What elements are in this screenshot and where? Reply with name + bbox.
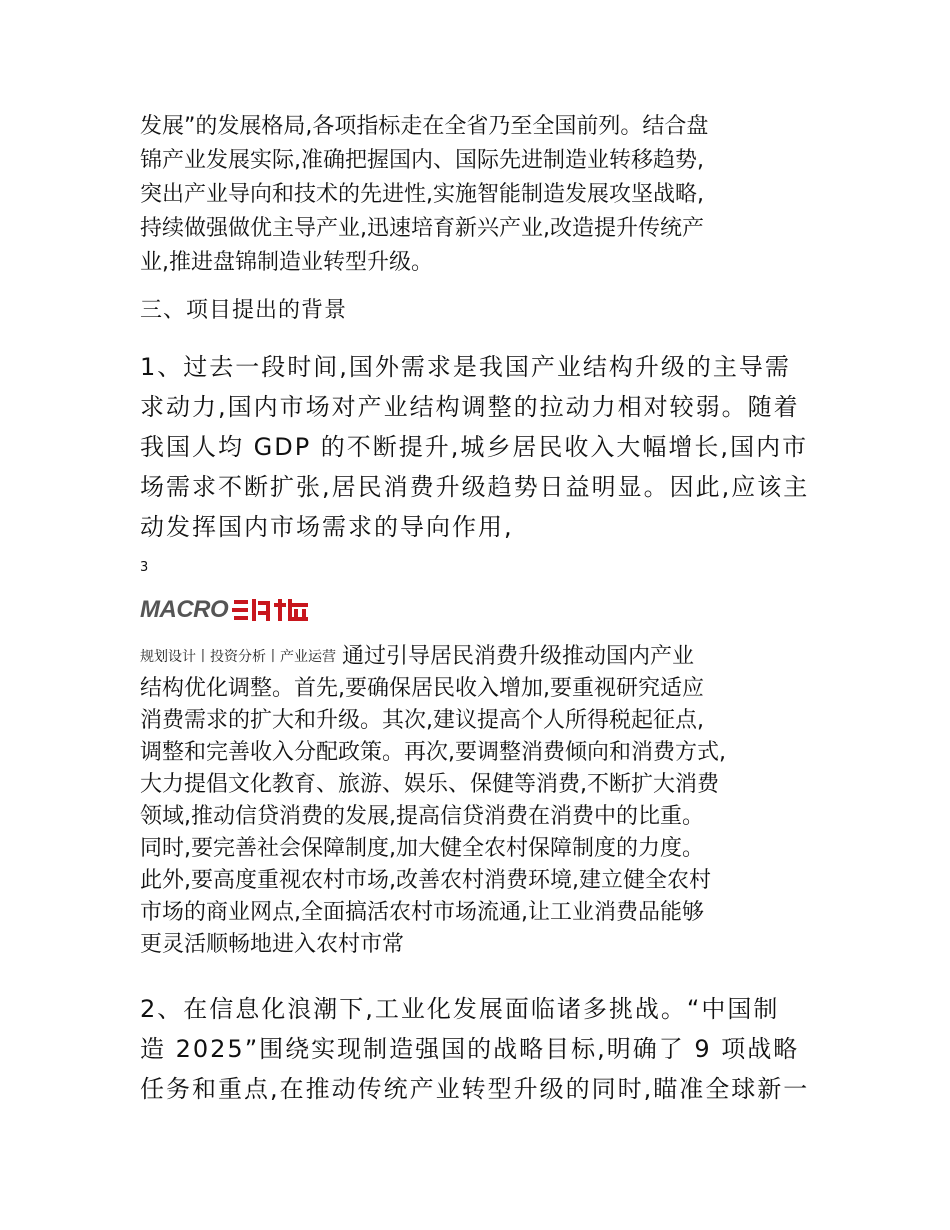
section-1-cont-line-4: 调整和完善收入分配政策。再次,要调整消费倾向和消费方式, xyxy=(140,740,726,765)
section-1-line-3: 我国人均 GDP 的不断提升,城乡居民收入大幅增长,国内市 xyxy=(140,433,809,461)
section-1-cont-line-5: 大力提倡文化教育、旅游、娱乐、保健等消费,不断扩大消费 xyxy=(140,772,719,797)
macro-logo xyxy=(140,595,310,625)
section-1-cont-line-3: 消费需求的扩大和升级。其次,建议提高个人所得税起征点, xyxy=(140,708,704,733)
section-1-cont-line-2: 结构优化调整。首先,要确保居民收入增加,要重视研究适应 xyxy=(140,676,704,701)
paragraph-1-line-1: 发展”的发展格局,各项指标走在全省乃至全国前列。结合盘 xyxy=(140,114,709,139)
section-1-cont-line-1 xyxy=(140,642,694,672)
section-1-line-5: 动发挥国内市场需求的导向作用, xyxy=(140,513,514,541)
section-1-cont-line-9: 市场的商业网点,全面搞活农村市场流通,让工业消费品能够 xyxy=(140,900,704,925)
page-number: 3 xyxy=(140,560,149,575)
logo-mark-icon xyxy=(232,597,310,623)
section-1-cont-line-6: 领域,推动信贷消费的发展,提高信贷消费在消费中的比重。 xyxy=(140,804,704,829)
paragraph-1-line-3: 突出产业导向和技术的先进性,实施智能制造发展攻坚战略, xyxy=(140,182,704,207)
section-1-cont-line-8: 此外,要高度重视农村市场,改善农村消费环境,建立健全农村 xyxy=(140,868,711,893)
section-2-line-1: 2、在信息化浪潮下,工业化发展面临诸多挑战。“中国制 xyxy=(140,995,780,1023)
section-1-cont-text: 通过引导居民消费升级推动国内产业 xyxy=(342,644,695,669)
paragraph-1-line-2: 锦产业发展实际,准确把握国内、国际先进制造业转移趋势, xyxy=(140,148,704,173)
section-2-line-2: 造 2025”围绕实现制造强国的战略目标,明确了 9 项战略 xyxy=(140,1035,800,1063)
section-1-line-4: 场需求不断扩张,居民消费升级趋势日益明显。因此,应该主 xyxy=(140,473,810,501)
paragraph-1-line-4: 持续做强做优主导产业,迅速培育新兴产业,改造提升传统产 xyxy=(140,216,704,241)
section-2-line-3: 任务和重点,在推动传统产业转型升级的同时,瞄准全球新一 xyxy=(140,1075,810,1103)
section-1-cont-line-7: 同时,要完善社会保障制度,加大健全农村保障制度的力度。 xyxy=(140,836,704,861)
tagline: 规划设计丨投资分析丨产业运营 xyxy=(140,649,336,665)
section-1-line-2: 求动力,国内市场对产业结构调整的拉动力相对较弱。随着 xyxy=(140,393,800,421)
logo-text: MACRO xyxy=(140,596,229,623)
section-1-cont-line-10: 更灵活顺畅地进入农村市常 xyxy=(140,932,405,957)
section-1-line-1: 1、过去一段时间,国外需求是我国产业结构升级的主导需 xyxy=(140,353,791,381)
section-heading: 三、项目提出的背景 xyxy=(140,298,348,323)
paragraph-1-line-5: 业,推进盘锦制造业转型升级。 xyxy=(140,250,433,275)
